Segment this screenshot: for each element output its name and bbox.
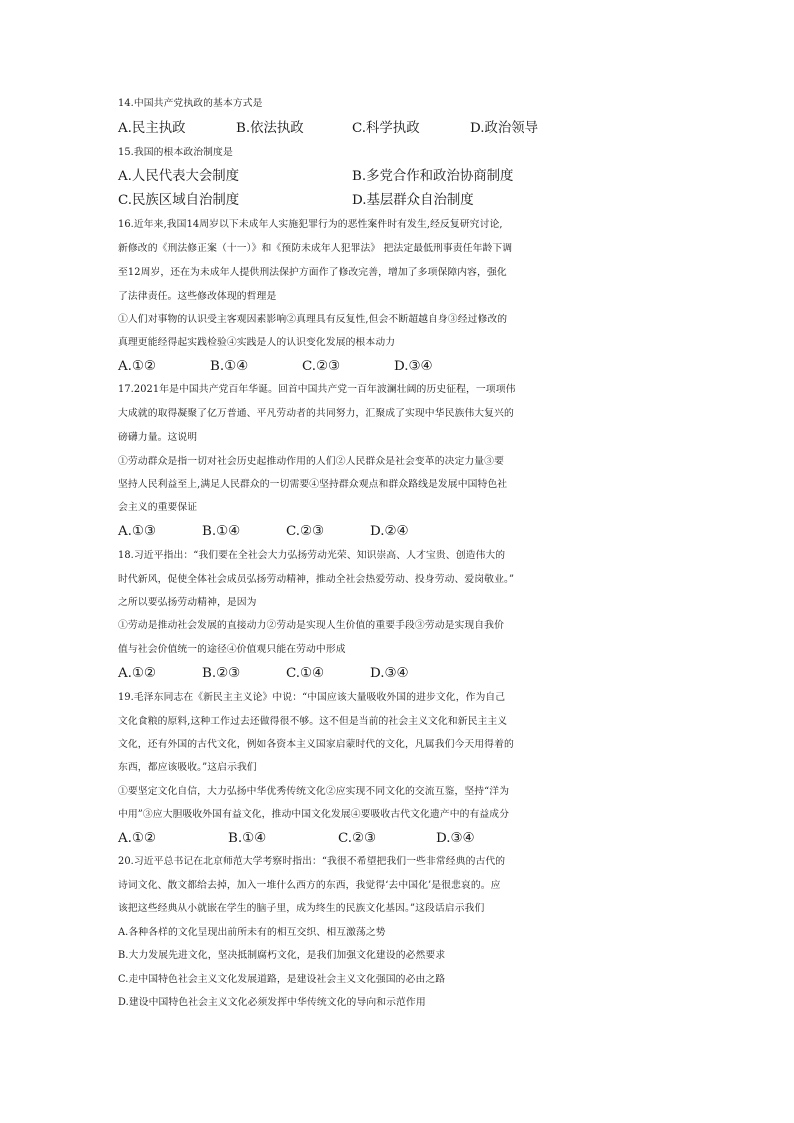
q17-stem-line: 17.2021年是中国共产党百年华诞。回首中国共产党一百年波澜壮阔的历史征程，一项项伟 [118,384,516,395]
q15-option-c: C.民族区域自治制度 [118,193,240,208]
q15-stem: 15.我国的根本政治制度是 [118,147,233,158]
q19-option-d: D.③④ [436,831,475,846]
q14-option-c: C.科学执政 [352,121,420,136]
q20-stem-line: 该把这些经典从小就嵌在学生的脑子里，成为终生的民族文化基因。”这段话启示我们 [118,903,485,914]
q14-option-b: B.依法执政 [236,121,304,136]
q18-option-d: D.③④ [370,666,409,681]
q17-option-d: D.②④ [370,524,409,539]
q18-stem-line: 18.习近平指出：“我们要在全社会大力弘扬劳动光荣、知识崇高、人才宝贵、创造伟大的 [118,550,506,561]
q19-stem-line: 东西，都应该吸收。”这启示我们 [118,762,257,773]
q16-statement-line: ①人们对事物的认识受主客观因素影响②真理具有反复性,但会不断超越自身③经过修改的 [118,314,508,325]
q16-stem-line: 了法律责任。这些修改体现的哲理是 [118,291,277,302]
q14-option-d: D.政治领导 [470,121,539,136]
q18-option-b: B.②③ [202,666,241,681]
q18-option-a: A.①② [118,666,156,681]
q17-option-b: B.①④ [202,524,241,539]
q17-stem-line: 大成就的取得凝聚了亿万普通、平凡劳动者的共同努力，汇聚成了实现中华民族伟大复兴的 [118,408,514,419]
q19-stem-line: 文化食粮的原料,这种工作过去还做得很不够。这不但是当前的社会主义文化和新民主主义 [118,716,508,727]
q18-stem-line: 之所以要弘扬劳动精神，是因为 [118,597,257,608]
q19-stem-line: 19.毛泽东同志在《新民主主义论》中说：“中国应该大量吸收外国的进步文化，作为自己 [118,692,506,703]
q17-option-c: C.②③ [286,524,325,539]
q19-option-c: C.②③ [338,831,377,846]
q17-statement-line: ①劳动群众是指一切对社会历史起推动作用的人们②人民群众是社会变革的决定力量③要 [118,456,504,467]
q18-option-c: C.①④ [286,666,325,681]
q16-option-d: D.③④ [394,359,433,374]
q17-statement-line: 会主义的重要保证 [118,502,198,513]
q16-stem-line: 至12周岁，还在为未成年人提供刑法保护方面作了修改完善，增加了多项保障内容，强化 [118,267,507,278]
q19-stem-line: 文化，还有外国的古代文化，例如各资本主义国家启蒙时代的文化，凡属我们今天用得着的 [118,739,514,750]
q16-stem-line: 新修改的《刑法修正案（十一）》和《预防未成年人犯罪法》 把法定最低刑事责任年龄下调 [118,243,513,254]
q16-statement-line: 真理更能经得起实践检验④实践是人的认识变化发展的根本动力 [118,337,396,348]
q15-option-d: D.基层群众自治制度 [352,193,474,208]
q20-option-d: D.建设中国特色社会主义文化必须发挥中华传统文化的导向和示范作用 [118,997,426,1008]
q17-option-a: A.①③ [118,524,156,539]
q16-stem-line: 16.近年来,我国14周岁以下未成年人实施犯罪行为的恶性案件时有发生,经反复研究讨论, [118,219,503,230]
q15-option-b: B.多党合作和政治协商制度 [352,169,514,184]
q19-option-a: A.①② [118,831,156,846]
q16-option-c: C.②③ [302,359,341,374]
q19-statement-line: ①要坚定文化自信，大力弘扬中华优秀传统文化②应实现不同文化的交流互鉴，坚持“洋为 [118,786,510,797]
q19-option-b: B.①④ [228,831,267,846]
q17-stem-line: 磅礴力量。这说明 [118,432,198,443]
q14-option-a: A.民主执政 [118,121,186,136]
q18-statement-line: 值与社会价值统一的途径④价值观只能在劳动中形成 [118,644,346,655]
q14-stem: 14.中国共产党执政的基本方式是 [118,98,263,109]
q20-option-a: A.各种各样的文化呈现出前所未有的相互交织、相互激荡之势 [118,927,386,938]
q16-option-b: B.①④ [210,359,249,374]
q15-option-a: A.人民代表大会制度 [118,169,240,184]
q18-stem-line: 时代新风，促使全体社会成员弘扬劳动精神，推动全社会热爱劳动、投身劳动、爱岗敬业。” [118,574,515,585]
q16-option-a: A.①② [118,359,156,374]
q17-statement-line: 坚持人民利益至上,满足人民群众的一切需要④坚持群众观点和群众路线是发展中国特色社 [118,479,508,490]
q19-statement-line: 中用”③应大胆吸收外国有益文化，推动中国文化发展④要吸收古代文化遗产中的有益成分 [118,809,510,820]
q20-option-b: B.大力发展先进文化，坚决抵制腐朽文化，是我们加强文化建设的必然要求 [118,950,446,961]
q20-option-c: C.走中国特色社会主义文化发展道路，是建设社会主义文化强国的必由之路 [118,974,446,985]
q20-stem-line: 诗词文化、散文都给去掉，加入一堆什么西方的东西，我觉得‘去中国化’是很悲哀的。应 [118,880,501,891]
q18-statement-line: ①劳动是推动社会发展的直接动力②劳动是实现人生价值的重要手段③劳动是实现自我价 [118,620,504,631]
q20-stem-line: 20.习近平总书记在北京师范大学考察时指出：“我很不希望把我们一些非常经典的古代的 [118,856,506,867]
